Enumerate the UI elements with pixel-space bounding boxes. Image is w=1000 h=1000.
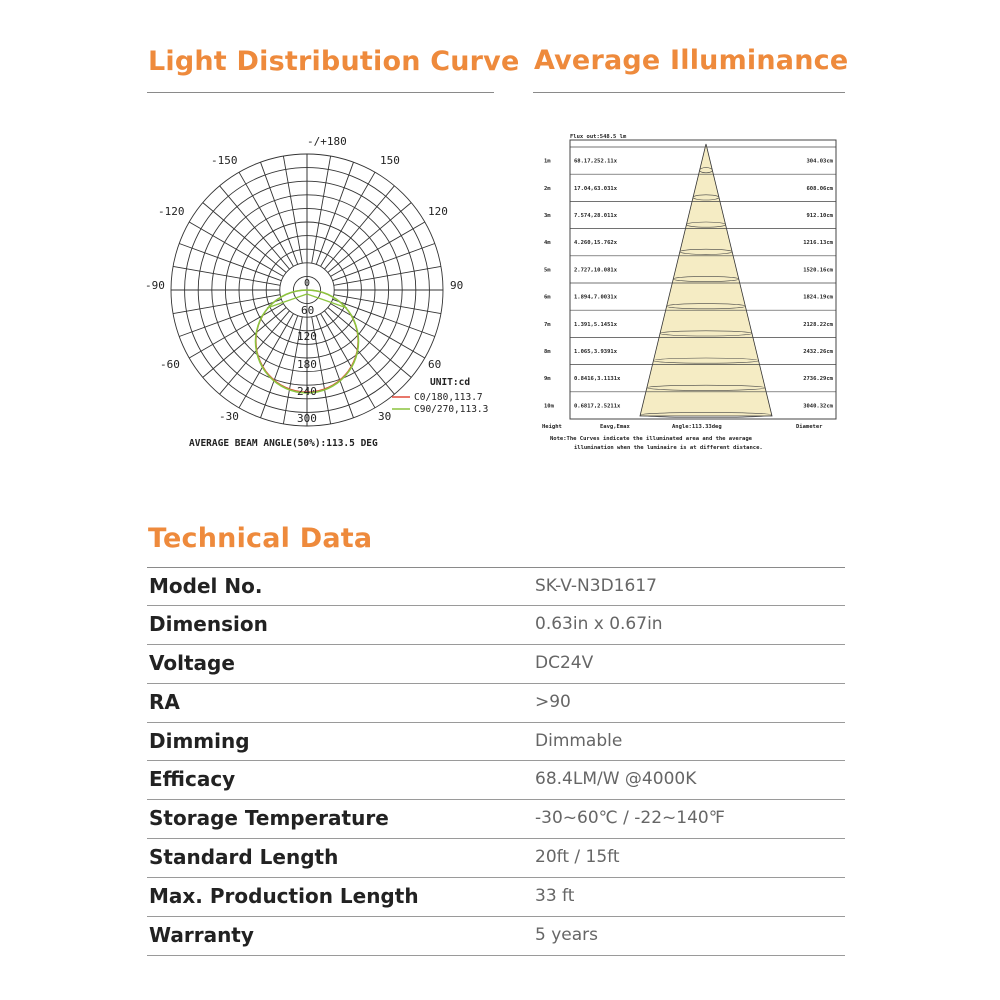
polar-labels (145, 135, 488, 449)
polar-diagram (140, 128, 520, 458)
row-value: 4.260,15.762x (574, 240, 618, 247)
polar-spoke (261, 316, 298, 418)
footer-eavg: Eavg,Emax (600, 424, 630, 430)
angle-label-60: 60 (428, 358, 442, 371)
radial-label-240: 240 (297, 385, 317, 398)
table-row (147, 684, 845, 723)
row-diameter: 304.03cm (806, 158, 833, 165)
row-value: 68.17,252.11x (574, 158, 618, 165)
polar-spoke (334, 266, 441, 285)
polar-spoke (173, 266, 280, 285)
note-line-2: illumination when the luminaire is at different distance. (574, 445, 763, 451)
angle-label-0: 0 (304, 278, 311, 289)
table-row (147, 723, 845, 762)
spec-value: Dimmable (535, 730, 623, 751)
table-row (147, 567, 845, 606)
average-illuminance-title: Average Illuminance (534, 45, 849, 76)
spec-value: 20ft / 15ft (535, 847, 620, 868)
footer-angle: Angle:113.33deg (672, 424, 722, 430)
polar-spoke (173, 295, 280, 314)
angle-label-minus90: -90 (145, 279, 165, 292)
light-distribution-title: Light Distribution Curve (148, 46, 520, 77)
polar-spoke (179, 299, 281, 336)
legend-label-c90: C90/270,113.3 (414, 404, 489, 415)
angle-label-minus30: -30 (219, 410, 239, 423)
spec-value: 33 ft (535, 886, 575, 907)
average-illuminance-chart (540, 128, 850, 458)
row-height-label: 1m (544, 158, 551, 165)
spec-label: Dimension (149, 611, 268, 636)
row-height-label: 4m (544, 240, 551, 247)
spec-value: >90 (535, 691, 571, 712)
table-row (147, 839, 845, 878)
spec-value: SK-V-N3D1617 (535, 576, 657, 596)
angle-label-120: 120 (428, 205, 448, 218)
row-value: 1.391,5.1451x (574, 321, 618, 328)
spec-value: -30~60℃ / -22~140℉ (535, 808, 725, 829)
row-diameter: 2736.29cm (803, 376, 833, 383)
polar-spoke (316, 162, 353, 264)
beam-cone (640, 144, 772, 416)
row-value: 0.8416,3.1131x (574, 376, 621, 383)
row-height-label: 10m (544, 403, 554, 410)
angle-label-minus120: -120 (158, 205, 185, 218)
illuminance-cone-diagram (540, 128, 850, 458)
spec-label: Standard Length (149, 845, 339, 870)
row-diameter: 3040.32cm (803, 403, 833, 410)
angle-label-180: -/+180 (307, 135, 347, 148)
row-height-label: 7m (544, 321, 551, 328)
table-row (147, 878, 845, 917)
polar-spoke (261, 162, 298, 264)
polar-spoke (179, 244, 281, 281)
average-illuminance-rule (533, 92, 845, 93)
spec-value: DC24V (535, 652, 594, 673)
row-diameter: 1824.19cm (803, 294, 833, 301)
polar-spoke (333, 244, 435, 281)
note-line-1: Note:The Curves indicate the illuminated area and the average (550, 436, 752, 442)
beam-angle-caption: AVERAGE BEAM ANGLE(50%):113.5 DEG (189, 438, 378, 449)
row-height-label: 2m (544, 185, 551, 192)
footer-diameter: Diameter (796, 424, 823, 430)
light-distribution-chart (140, 128, 520, 458)
flux-text: Flux out:548.5 lm (570, 134, 627, 140)
row-value: 0.6817,2.5211x (574, 403, 621, 410)
radial-label-180: 180 (297, 358, 317, 371)
table-row (147, 606, 845, 645)
spec-label: Max. Production Length (149, 884, 419, 909)
spec-label: Voltage (149, 650, 235, 675)
row-diameter: 1520.16cm (803, 267, 833, 274)
row-diameter: 608.06cm (806, 185, 833, 192)
legend-label-c0: C0/180,113.7 (414, 392, 483, 403)
technical-data-table (147, 567, 845, 956)
row-value: 1.065,3.9391x (574, 349, 618, 355)
polar-spoke (334, 295, 441, 314)
angle-label-minus150: -150 (211, 154, 238, 167)
table-row (147, 761, 845, 800)
table-row (147, 800, 845, 839)
angle-label-30: 30 (378, 410, 392, 423)
row-diameter: 1216.13cm (803, 240, 833, 247)
spec-label: Efficacy (149, 767, 236, 792)
radial-label-300: 300 (297, 412, 317, 425)
radial-label-60: 60 (301, 304, 315, 317)
angle-label-90: 90 (450, 279, 464, 292)
polar-spoke (316, 316, 353, 418)
spec-label: Dimming (149, 728, 250, 753)
row-diameter: 2432.26cm (803, 349, 833, 355)
unit-label: UNIT:cd (430, 377, 471, 388)
spec-value: 68.4LM/W @4000K (535, 769, 697, 790)
polar-spoke (333, 299, 435, 336)
angle-label-minus60: -60 (160, 358, 180, 371)
spec-label: RA (149, 689, 180, 714)
angle-label-150: 150 (380, 154, 400, 167)
row-value: 17.04,63.031x (574, 185, 618, 192)
spec-value: 0.63in x 0.67in (535, 613, 663, 634)
row-height-label: 3m (544, 213, 551, 219)
row-height-label: 8m (544, 349, 551, 355)
polar-spoke (283, 156, 302, 263)
row-height-label: 6m (544, 294, 551, 301)
spec-label: Warranty (149, 923, 254, 948)
technical-data-title: Technical Data (148, 523, 373, 554)
spec-label: Model No. (149, 574, 263, 598)
light-distribution-rule (147, 92, 494, 93)
row-value: 7.574,28.011x (574, 213, 618, 219)
spec-label: Storage Temperature (149, 806, 389, 831)
row-diameter: 912.10cm (806, 213, 833, 219)
spec-value: 5 years (535, 925, 599, 946)
footer-height: Height (542, 424, 562, 430)
row-diameter: 2128.22cm (803, 321, 833, 328)
cone-fill (640, 144, 772, 416)
polar-spoke (312, 156, 331, 263)
row-value: 1.894,7.0031x (574, 294, 618, 301)
table-row (147, 645, 845, 684)
radial-label-120: 120 (297, 330, 317, 343)
row-value: 2.727,10.081x (574, 267, 618, 274)
row-height-label: 9m (544, 376, 551, 383)
row-height-label: 5m (544, 267, 551, 274)
table-row (147, 917, 845, 956)
